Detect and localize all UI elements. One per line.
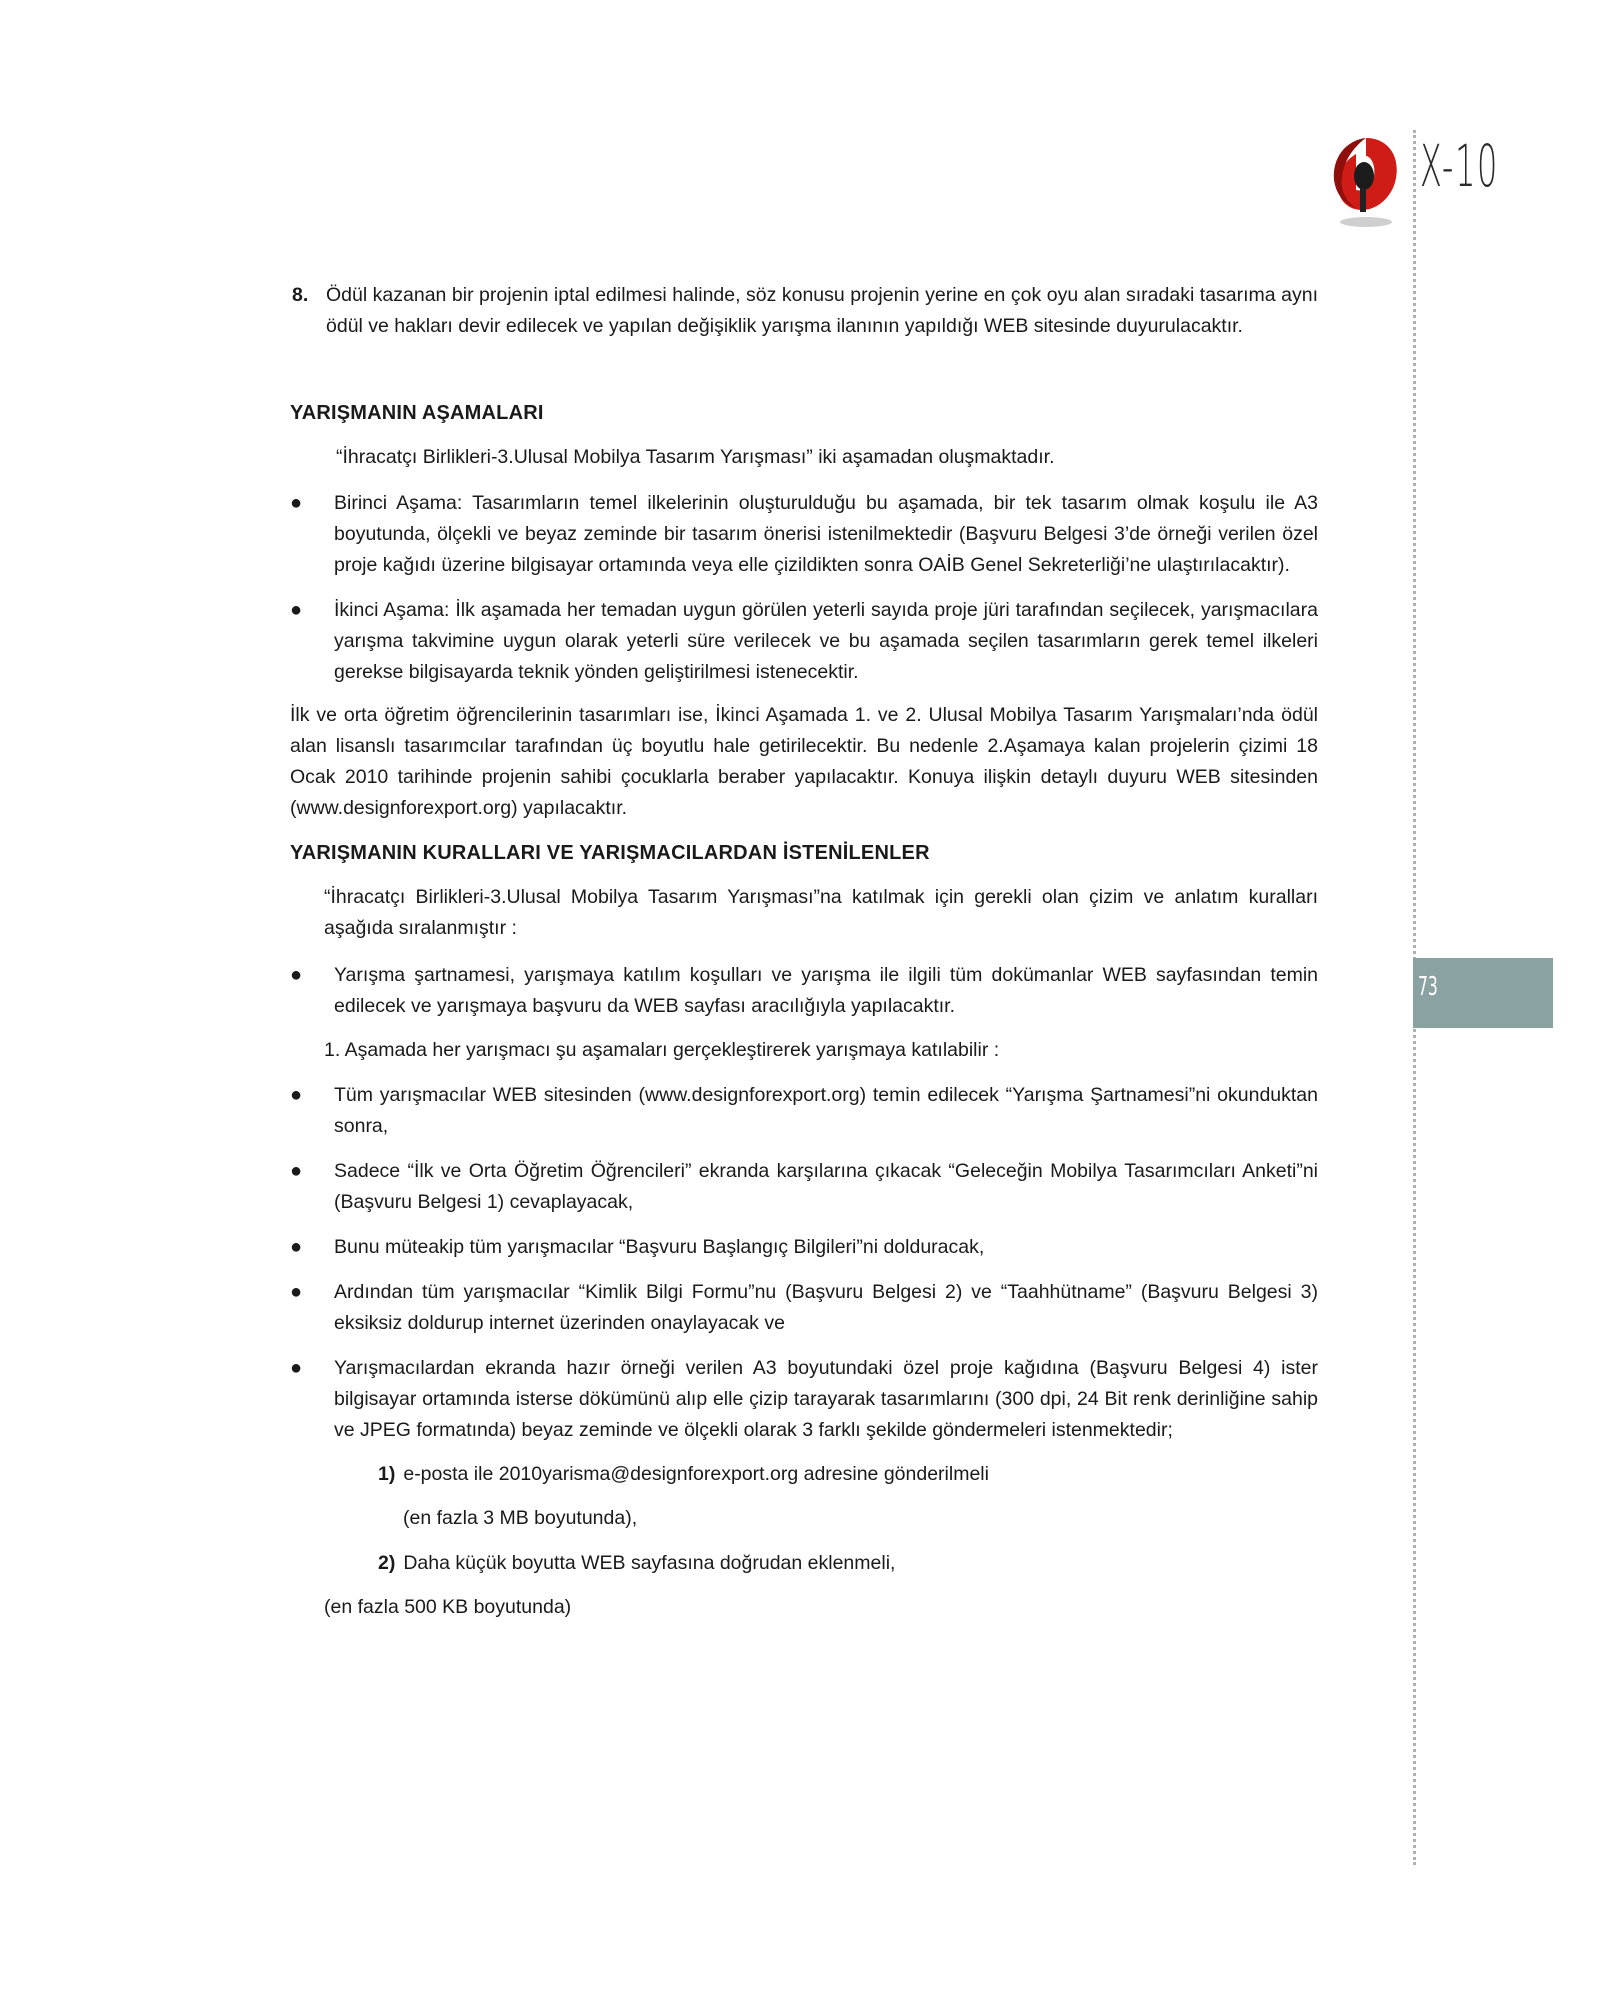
list-item bbox=[290, 488, 1318, 581]
list-item-text: Sadece “İlk ve Orta Öğretim Öğrencileri” ekranda karşılarına çıkacak “Geleceğin Mobilya Tasarımcıları Anketi”ni (Başvuru Belgesi 1) cevaplayacak, bbox=[334, 1160, 1318, 1213]
item-8-label: 8. bbox=[292, 284, 309, 306]
bullet-icon: ● bbox=[290, 1357, 303, 1379]
list-item bbox=[290, 1080, 1318, 1142]
bullet-icon: ● bbox=[290, 492, 303, 514]
bullet-icon: ● bbox=[290, 964, 303, 986]
option-1-note: (en fazla 3 MB boyutunda), bbox=[403, 1507, 638, 1529]
section-heading-stages: YARIŞMANIN AŞAMALARI bbox=[290, 402, 544, 424]
submission-option-1 bbox=[290, 1459, 1318, 1490]
red-chair-logo-icon bbox=[1326, 130, 1412, 230]
item-8-text: Ödül kazanan bir projenin iptal edilmesi halinde, söz konusu projenin yerine en çok oyu alan sıradaki tasarıma aynı ödül ve hakları devir edilecek ve yapılan değişiklik yarışma ilanının yapıldığı WEB sitesinde duyurulacaktır. bbox=[326, 284, 1318, 337]
list-item bbox=[290, 1277, 1318, 1339]
page-number: 73 bbox=[1418, 972, 1438, 1002]
list-item bbox=[290, 595, 1318, 688]
item-8 bbox=[292, 280, 1318, 342]
list-item-text: Ardından tüm yarışmacılar “Kimlik Bilgi Formu”nu (Başvuru Belgesi 2) ve “Taahhütname” (Başvuru Belgesi 3) eksiksiz doldurup internet üzerinden onaylayacak ve bbox=[334, 1281, 1318, 1334]
brand-title: X-10 bbox=[1420, 132, 1499, 200]
section-heading-rules: YARIŞMANIN KURALLARI VE YARIŞMACILARDAN İSTENİLENLER bbox=[290, 842, 930, 864]
stages-intro: “İhracatçı Birlikleri-3.Ulusal Mobilya Tasarım Yarışması” iki aşamadan oluşmaktadır. bbox=[336, 446, 1055, 468]
list-item bbox=[290, 1156, 1318, 1218]
list-item bbox=[290, 1232, 1318, 1263]
step-line: 1. Aşamada her yarışmacı şu aşamaları gerçekleştirerek yarışmaya katılabilir : bbox=[324, 1039, 1000, 1061]
list-item-text: Yarışmacılardan ekranda hazır örneği verilen A3 boyutundaki özel proje kağıdına (Başvuru Belgesi 4) ister bilgisayar ortamında isterse dökümünü alıp elle çizip tarayarak tasarımlarını (300 dpi, 24 Bit renk derinliğine sahip ve JPEG formatında) beyaz zeminde ve ölçekli olarak 3 farklı şekilde göndermeleri istenmektedir; bbox=[334, 1357, 1318, 1441]
list-item-text: Yarışma şartnamesi, yarışmaya katılım koşulları ve yarışma ile ilgili tüm dokümanlar WEB sayfasından temin edilecek ve yarışmaya başvuru da WEB sayfası aracılığıyla yapılacaktır. bbox=[334, 964, 1318, 1017]
document-body bbox=[290, 280, 1318, 1623]
list-item-text: İkinci Aşama: İlk aşamada her temadan uygun görülen yeterli sayıda proje jüri tarafından seçilecek, yarışmacılara yarışma takvimine uygun olarak yeterli süre verilecek ve bu aşamada seçilen tasarımların gerek temel ilkeleri gerekse bilgisayarda teknik yönden geliştirilmesi istenecektir. bbox=[334, 599, 1318, 683]
option-2-text: Daha küçük boyutta WEB sayfasına doğrudan eklenmeli, bbox=[403, 1552, 896, 1574]
bullet-icon: ● bbox=[290, 1236, 303, 1258]
option-1-label: 1) bbox=[378, 1463, 396, 1485]
list-item-text: Bunu müteakip tüm yarışmacılar “Başvuru Başlangıç Bilgileri”ni dolduracak, bbox=[334, 1236, 985, 1258]
list-item bbox=[290, 1353, 1318, 1446]
bullet-icon: ● bbox=[290, 599, 303, 621]
bullet-icon: ● bbox=[290, 1084, 303, 1106]
list-item-text: Birinci Aşama: Tasarımların temel ilkelerinin oluşturulduğu bu aşamada, bir tek tasarım olmak koşulu ile A3 boyutunda, ölçekli ve beyaz zeminde bir tasarım önerisi istenilmektedir (Başvuru Belgesi 3’de örneği verilen özel proje kağıdı üzerine bilgisayar ortamında veya elle çizildikten sonra OAİB Genel Sekreterliği’ne ulaştırılacaktır). bbox=[334, 492, 1318, 576]
stages-paragraph: İlk ve orta öğretim öğrencilerinin tasarımları ise, İkinci Aşamada 1. ve 2. Ulusal Mobilya Tasarım Yarışmaları’nda ödül alan lisanslı tasarımcılar tarafından üç boyutlu hale getirilecektir. Bu nedenle 2.Aşamaya kalan projelerin çizimi 18 Ocak 2010 tarihinde projenin sahibi çocuklarla beraber yapılacaktır. Konuya ilişkin detaylı duyuru WEB sitesinden (www.designforexport.org) yapılacaktır. bbox=[290, 704, 1318, 819]
bullet-icon: ● bbox=[290, 1160, 303, 1182]
bullet-icon: ● bbox=[290, 1281, 303, 1303]
option-2-note: (en fazla 500 KB boyutunda) bbox=[324, 1596, 572, 1618]
option-1-text: e-posta ile 2010yarisma@designforexport.org adresine gönderilmeli bbox=[403, 1463, 989, 1485]
list-item-text: Tüm yarışmacılar WEB sitesinden (www.designforexport.org) temin edilecek “Yarışma Şartnamesi”ni okunduktan sonra, bbox=[334, 1084, 1318, 1137]
rules-intro: “İhracatçı Birlikleri-3.Ulusal Mobilya Tasarım Yarışması”na katılmak için gerekli olan çizim ve anlatım kuralları aşağıda sıralanmıştır : bbox=[324, 886, 1318, 939]
option-2-label: 2) bbox=[378, 1552, 396, 1574]
list-item bbox=[290, 960, 1318, 1022]
submission-option-2 bbox=[290, 1548, 1318, 1579]
